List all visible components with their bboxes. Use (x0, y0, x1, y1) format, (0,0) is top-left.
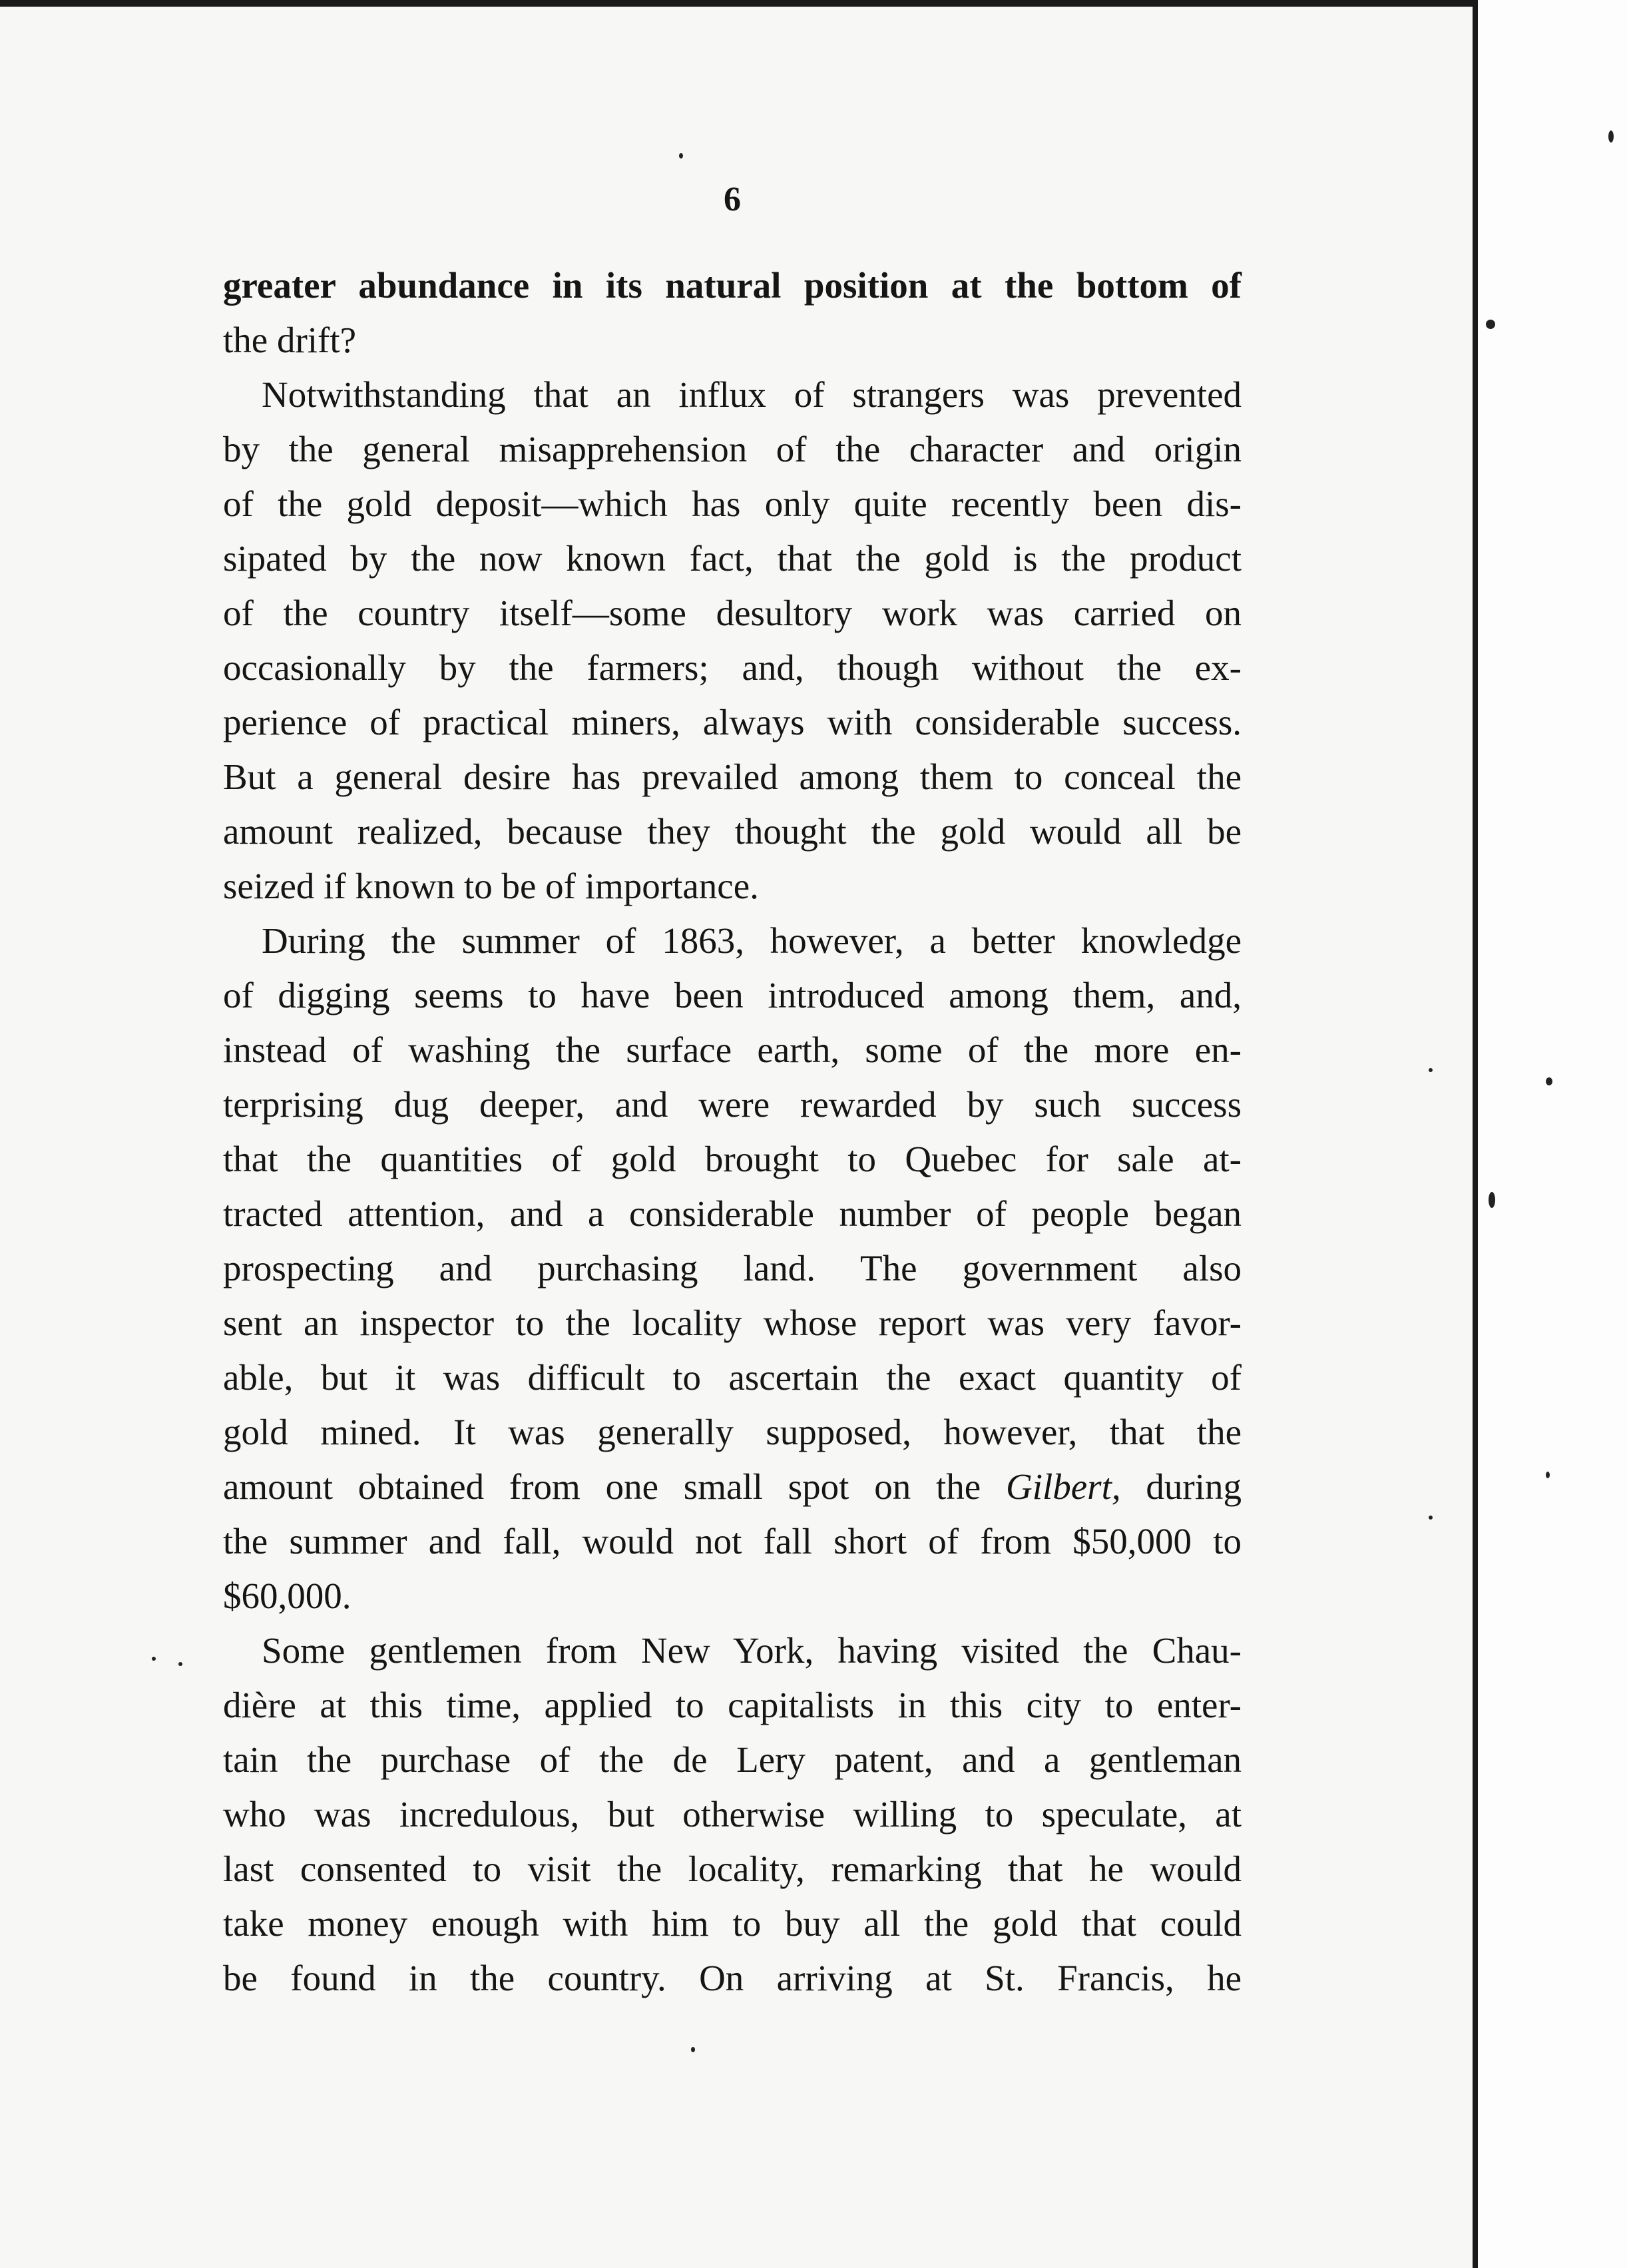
text-line: terprising dug deeper, and were rewarded by such success (223, 1084, 1242, 1125)
text-line: the drift? (223, 320, 357, 360)
ink-speck (1429, 1068, 1433, 1072)
text-line: greater abundance in its natural position at the bottom of (223, 265, 1242, 306)
body-text (223, 258, 1242, 2006)
right-border-line (1473, 0, 1478, 2268)
text-line: that the quantities of gold brought to Quebec for sale at- (223, 1139, 1242, 1179)
text-line: who was incredulous, but otherwise willing to speculate, at (223, 1794, 1242, 1835)
text-line: sent an inspector to the locality whose report was very favor- (223, 1302, 1242, 1343)
text-line: dière at this time, applied to capitalists in this city to enter- (223, 1685, 1242, 1725)
text-line: occasionally by the farmers; and, though without the ex- (223, 647, 1242, 688)
text-line: instead of washing the surface earth, some of the more en- (223, 1029, 1242, 1070)
ink-speck (691, 2047, 695, 2052)
page-number: 6 (724, 180, 741, 218)
text-line: by the general misapprehension of the character and origin (223, 429, 1242, 469)
text-line: last consented to visit the locality, remarking that he would (223, 1848, 1242, 1889)
text-line: of the gold deposit—which has only quite recently been dis- (223, 483, 1242, 524)
text-line: sipated by the now known fact, that the gold is the product (223, 538, 1242, 579)
text-line: Some gentlemen from New York, having visited the Chau- (262, 1630, 1242, 1671)
text-line: seized if known to be of importance. (223, 866, 759, 906)
text-line: tain the purchase of the de Lery patent, and a gentleman (223, 1739, 1242, 1780)
text-line: of digging seems to have been introduced among them, and, (223, 975, 1242, 1015)
text-line: take money enough with him to buy all the gold that could (223, 1903, 1242, 1944)
ink-speck (1546, 1472, 1550, 1478)
text-line: gold mined. It was generally supposed, however, that the (223, 1412, 1242, 1452)
italic-name: Gilbert, (1005, 1466, 1121, 1507)
top-border-line (0, 0, 1475, 7)
text-line: amount obtained from one small spot on the Gilbert, during (223, 1466, 1242, 1507)
ink-speck (1429, 1516, 1433, 1520)
ink-speck (1489, 1192, 1495, 1208)
text-line: able, but it was difficult to ascertain the exact quantity of (223, 1357, 1242, 1398)
text-line: perience of practical miners, always with considerable success. (223, 702, 1242, 742)
ink-speck (679, 153, 683, 158)
text-line: be found in the country. On arriving at St. Francis, he (223, 1958, 1242, 1998)
text-line: of the country itself—some desultory work was carried on (223, 593, 1242, 633)
text-line: amount realized, because they thought the gold would all be (223, 811, 1242, 852)
text-line: During the summer of 1863, however, a better knowledge (262, 920, 1242, 961)
right-margin (1478, 0, 1627, 2268)
text-line: Notwithstanding that an influx of strangers was prevented (262, 374, 1242, 415)
text-line: tracted attention, and a considerable number of people began (223, 1193, 1242, 1234)
text-line: $60,000. (223, 1575, 351, 1616)
text-line: prospecting and purchasing land. The government also (223, 1248, 1242, 1288)
ink-speck (1546, 1077, 1552, 1085)
ink-speck (1608, 131, 1614, 142)
ink-speck (1486, 320, 1495, 329)
ink-speck (178, 1662, 182, 1666)
ink-speck (152, 1657, 156, 1661)
text-line: the summer and fall, would not fall short of from $50,000 to (223, 1521, 1242, 1561)
text-line: But a general desire has prevailed among them to conceal the (223, 756, 1242, 797)
